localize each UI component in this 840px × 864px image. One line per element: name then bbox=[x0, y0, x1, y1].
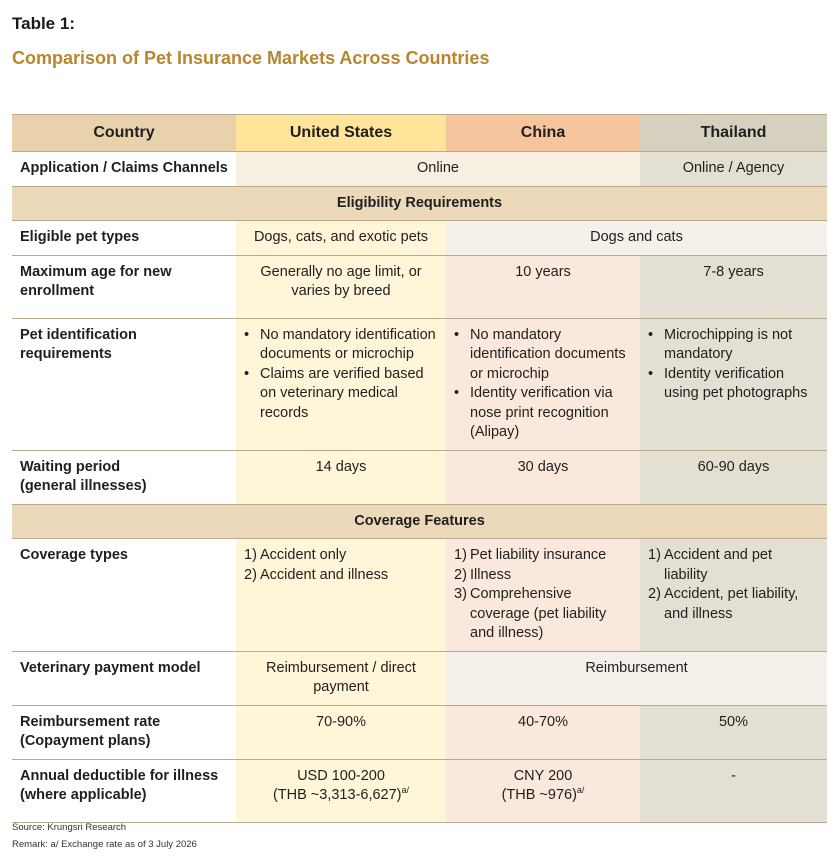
list-number: 3) bbox=[454, 586, 467, 602]
table-title: Comparison of Pet Insurance Markets Across Countries bbox=[12, 48, 490, 68]
cell-thailand bbox=[640, 318, 827, 450]
cell-china bbox=[446, 539, 640, 652]
list-item: • Claims are verified based on veterinary medical records bbox=[260, 365, 438, 424]
row-label-line: Waiting period bbox=[20, 458, 121, 475]
row-label-line: Annual deductible for illness bbox=[20, 767, 219, 784]
cell-line: USD 100-200 bbox=[297, 767, 385, 784]
table-row bbox=[12, 651, 827, 705]
list-text: Accident only bbox=[260, 547, 347, 563]
table-row bbox=[12, 318, 827, 450]
list-number: 2) bbox=[648, 586, 661, 602]
list-number: 2) bbox=[454, 566, 467, 583]
cell-thailand bbox=[640, 539, 827, 652]
table-row bbox=[12, 539, 827, 652]
cell-us bbox=[236, 318, 446, 450]
header-row bbox=[12, 115, 827, 152]
numbered-list bbox=[648, 546, 819, 624]
remark-note: Remark: a/ Exchange rate as of 3 July 2026 bbox=[12, 839, 197, 850]
list-text: Illness bbox=[470, 566, 512, 583]
row-label-line: (general illnesses) bbox=[20, 478, 147, 494]
numbered-list bbox=[454, 546, 632, 644]
table-row bbox=[12, 221, 827, 256]
table-row bbox=[12, 152, 827, 187]
bullet-list bbox=[244, 326, 438, 424]
cell-china bbox=[446, 318, 640, 450]
list-number: 1) bbox=[244, 547, 257, 563]
list-item bbox=[648, 585, 819, 624]
row-label: Pet identification requirements bbox=[12, 318, 236, 450]
row-label-line: (Copayment plans) bbox=[20, 733, 151, 749]
list-item: • No mandatory identification documents or microchip bbox=[470, 326, 632, 385]
table-number: Table 1: bbox=[12, 14, 75, 33]
header-country: Country bbox=[12, 115, 236, 152]
bullet-list bbox=[648, 326, 819, 404]
cell-text: (THB ~976) bbox=[501, 787, 577, 803]
cell-china-thailand: Reimbursement bbox=[446, 651, 827, 705]
list-item bbox=[244, 566, 438, 586]
cell-china bbox=[446, 759, 640, 822]
list-item bbox=[648, 546, 819, 585]
table-row bbox=[12, 759, 827, 822]
list-text: Comprehensive coverage (pet liability and illness) bbox=[470, 586, 607, 641]
cell-us-china: Online bbox=[236, 152, 640, 187]
cell-china: 30 days bbox=[446, 450, 640, 504]
cell-thailand: 50% bbox=[640, 705, 827, 759]
cell-us: Reimbursement / direct payment bbox=[236, 651, 446, 705]
cell-us: Generally no age limit, or varies by breed bbox=[236, 255, 446, 318]
row-label: Application / Claims Channels bbox=[12, 152, 236, 187]
cell-thailand: - bbox=[640, 759, 827, 822]
row-label: Veterinary payment model bbox=[12, 651, 236, 705]
list-item: • Identity verification via nose print recognition (Alipay) bbox=[470, 384, 632, 443]
row-label bbox=[12, 450, 236, 504]
table-row bbox=[12, 255, 827, 318]
section-row bbox=[12, 186, 827, 221]
section-row bbox=[12, 504, 827, 539]
list-text: Accident and pet liability bbox=[664, 547, 773, 583]
cell-line bbox=[454, 786, 632, 806]
cell-us bbox=[236, 759, 446, 822]
cell-line: CNY 200 bbox=[513, 767, 573, 784]
cell-line bbox=[244, 786, 438, 806]
row-label-line: Reimbursement rate bbox=[20, 713, 161, 730]
list-item: • Identity verification using pet photographs bbox=[664, 365, 819, 404]
comparison-table bbox=[12, 114, 827, 823]
cell-text: (THB ~3,313-6,627) bbox=[272, 787, 402, 803]
cell-us: 14 days bbox=[236, 450, 446, 504]
row-label bbox=[12, 759, 236, 822]
cell-thailand: 7-8 years bbox=[640, 255, 827, 318]
row-label-line: (where applicable) bbox=[20, 787, 147, 803]
list-text: Pet liability insurance bbox=[470, 547, 607, 563]
list-item bbox=[454, 585, 632, 644]
table-row bbox=[12, 450, 827, 504]
cell-us: 70-90% bbox=[236, 705, 446, 759]
table-row bbox=[12, 705, 827, 759]
footnote-marker: a/ bbox=[576, 785, 585, 796]
section-eligibility: Eligibility Requirements bbox=[12, 186, 827, 221]
cell-china-thailand: Dogs and cats bbox=[446, 221, 827, 256]
list-item bbox=[454, 546, 632, 566]
list-item bbox=[244, 546, 438, 566]
footnote-marker: a/ bbox=[401, 785, 410, 796]
bullet-list bbox=[454, 326, 632, 443]
list-number: 2) bbox=[244, 566, 257, 583]
cell-us bbox=[236, 539, 446, 652]
list-number: 1) bbox=[454, 547, 467, 563]
list-item: • Microchipping is not mandatory bbox=[664, 326, 819, 365]
list-text: Accident and illness bbox=[260, 566, 389, 583]
cell-china: 40-70% bbox=[446, 705, 640, 759]
list-text: Accident, pet liability, and illness bbox=[664, 586, 799, 622]
section-coverage: Coverage Features bbox=[12, 504, 827, 539]
list-item: • No mandatory identification documents or microchip bbox=[260, 326, 438, 365]
cell-thailand: Online / Agency bbox=[640, 152, 827, 187]
source-note: Source: Krungsri Research bbox=[12, 822, 127, 833]
header-us: United States bbox=[236, 115, 446, 152]
cell-china: 10 years bbox=[446, 255, 640, 318]
row-label: Maximum age for new enrollment bbox=[12, 255, 236, 318]
list-item bbox=[454, 566, 632, 586]
cell-thailand: 60-90 days bbox=[640, 450, 827, 504]
header-thailand: Thailand bbox=[640, 115, 827, 152]
row-label bbox=[12, 705, 236, 759]
row-label: Eligible pet types bbox=[12, 221, 236, 256]
numbered-list bbox=[244, 546, 438, 585]
header-china: China bbox=[446, 115, 640, 152]
cell-us: Dogs, cats, and exotic pets bbox=[236, 221, 446, 256]
row-label: Coverage types bbox=[12, 539, 236, 652]
list-number: 1) bbox=[648, 547, 661, 563]
